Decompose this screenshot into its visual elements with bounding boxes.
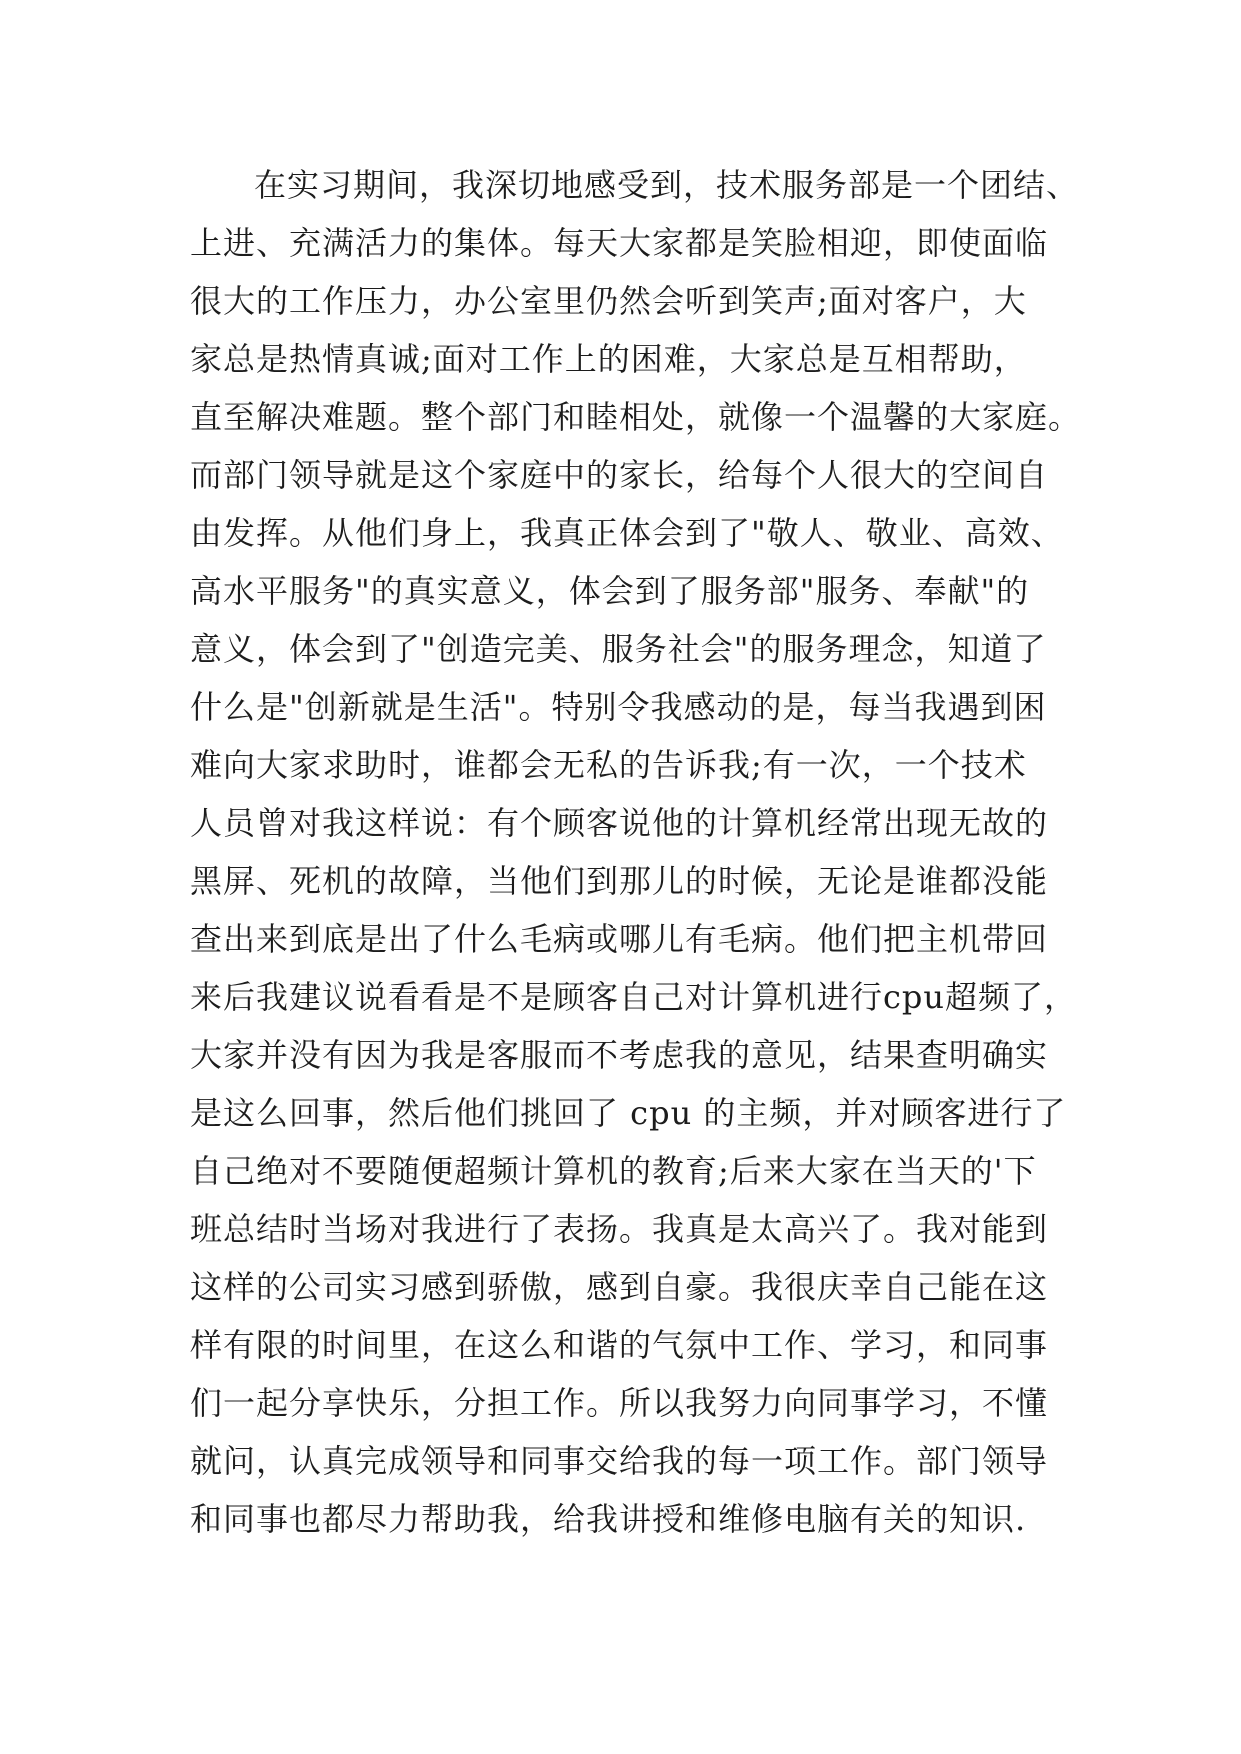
text-line-5: 直至解决难题。整个部门和睦相处，就像一个温馨的大家庭。: [190, 398, 1082, 436]
text-line-21: 样有限的时间里，在这么和谐的气氛中工作、学习，和同事: [190, 1326, 1049, 1364]
text-line-1: 在实习期间，我深切地感受到，技术服务部是一个团结、: [254, 166, 1080, 204]
text-line-7: 由发挥。从他们身上，我真正体会到了"敬人、敬业、高效、: [190, 514, 1064, 552]
text-line-9: 意义，体会到了"创造完美、服务社会"的服务理念，知道了: [190, 630, 1047, 668]
text-line-22: 们一起分享快乐，分担工作。所以我努力向同事学习，不懂: [190, 1384, 1049, 1422]
text-line-17: 是这么回事，然后他们挑回了 cpu 的主频，并对顾客进行了: [190, 1094, 1067, 1132]
body-paragraph: [190, 156, 1090, 1548]
text-line-18: 自己绝对不要随便超频计算机的教育;后来大家在当天的'下: [190, 1152, 1037, 1190]
text-line-2: 上进、充满活力的集体。每天大家都是笑脸相迎，即使面临: [190, 224, 1049, 262]
text-line-3: 很大的工作压力，办公室里仍然会听到笑声;面对客户，大: [190, 282, 1027, 320]
text-line-16: 大家并没有因为我是客服而不考虑我的意见，结果查明确实: [190, 1036, 1049, 1074]
text-line-20: 这样的公司实习感到骄傲，感到自豪。我很庆幸自己能在这: [190, 1268, 1049, 1306]
text-line-19: 班总结时当场对我进行了表扬。我真是太高兴了。我对能到: [190, 1210, 1049, 1248]
text-line-10: 什么是"创新就是生活"。特别令我感动的是，每当我遇到困: [190, 688, 1047, 726]
text-line-12: 人员曾对我这样说：有个顾客说他的计算机经常出现无故的: [190, 804, 1049, 842]
text-line-4: 家总是热情真诚;面对工作上的困难，大家总是互相帮助，: [190, 340, 1027, 378]
text-line-11: 难向大家求助时，谁都会无私的告诉我;有一次，一个技术: [190, 746, 1027, 784]
text-line-24: 和同事也都尽力帮助我，给我讲授和维修电脑有关的知识.: [190, 1500, 1027, 1538]
text-line-13: 黑屏、死机的故障，当他们到那儿的时候，无论是谁都没能: [190, 862, 1049, 900]
text-line-6: 而部门领导就是这个家庭中的家长，给每个人很大的空间自: [190, 456, 1049, 494]
text-line-8: 高水平服务"的真实意义，体会到了服务部"服务、奉献"的: [190, 572, 1030, 610]
text-line-23: 就问，认真完成领导和同事交给我的每一项工作。部门领导: [190, 1442, 1049, 1480]
text-line-14: 查出来到底是出了什么毛病或哪儿有毛病。他们把主机带回: [190, 920, 1049, 958]
text-line-15: 来后我建议说看看是不是顾客自己对计算机进行cpu超频了，: [190, 978, 1078, 1016]
